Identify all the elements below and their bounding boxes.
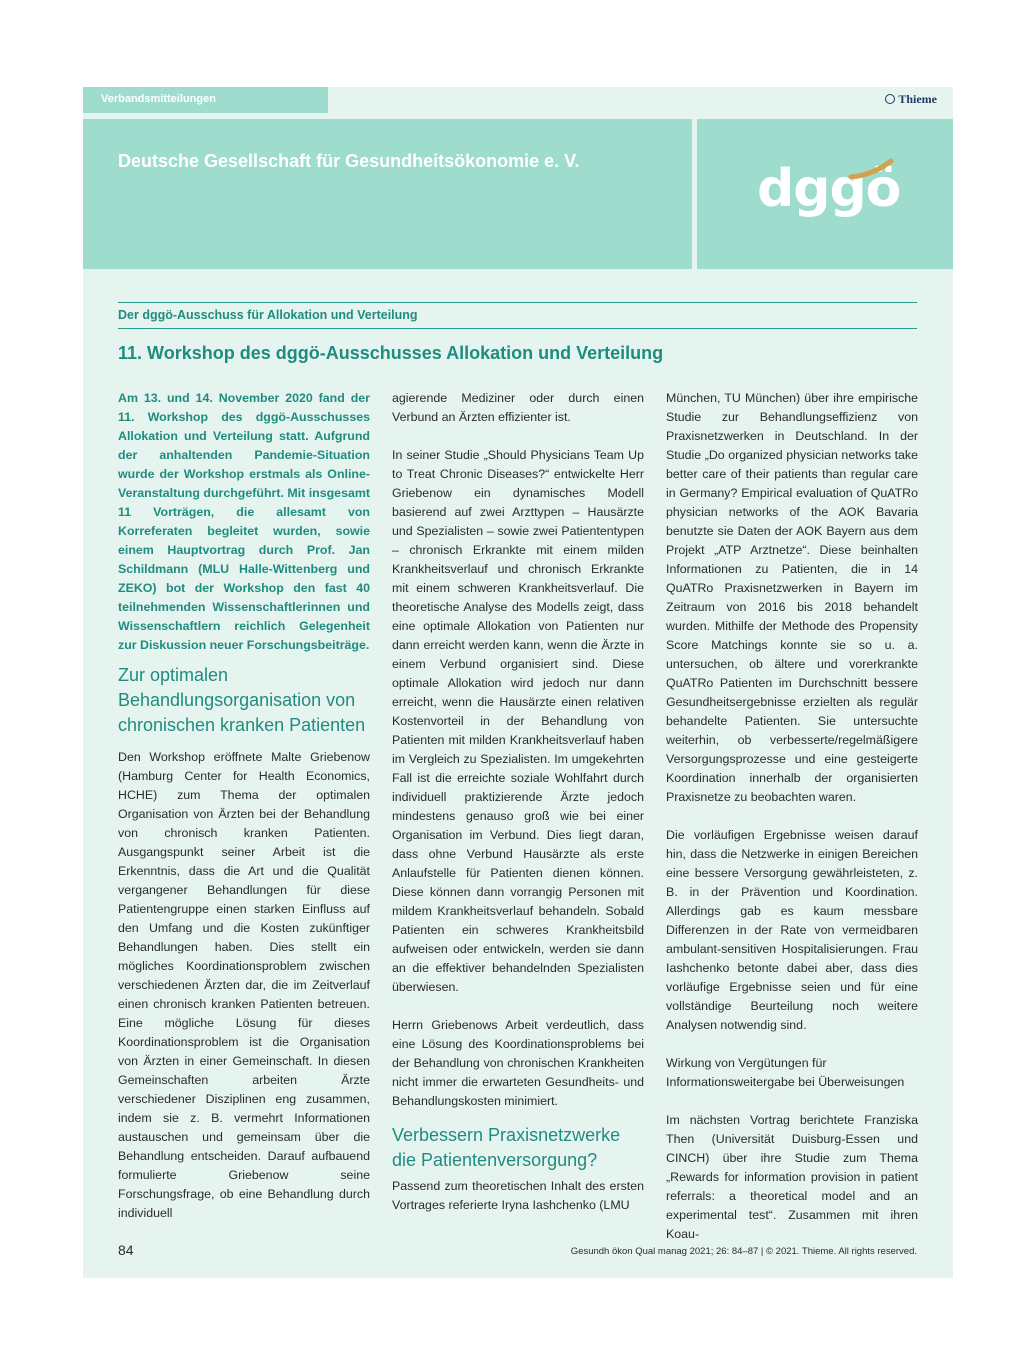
paragraph: München, TU München) über ihre empirische Studie zur Behandlungseffizienz von Praxisnetzwerken in Deutschland. In der Studie „Do organized physician networks take better care of their patients than regular care in Germany? Empirical evaluation of QuATRo physician networks of the AOK Bavaria benutzte sie Daten der AOK Bayern aus dem Projekt „ATP Arztnetze“. Diese beinhalten Informationen zu Patienten, die in 14 QuATRo Praxisnetzwerken in Bayern im Zeitraum von 2016 bis 2018 behandelt wurden. Mithilfe der Methode des Propensity Score Matchings konnte sie so u. a. untersuchen, ob ältere und vorerkrankte QuATRo Patienten im Durchschnitt bessere Gesundheitsergebnisse erzielten als regulär behandelte Patienten. Sie untersuchte weiterhin, ob verbesserte/regelmäßigere Versorgungsprozesse und eine gesteigerte Koordination innerhalb der organisierten Praxisnetze zu beobachten waren. xyxy=(666,391,918,804)
page xyxy=(83,87,953,1278)
citation: Gesundh ökon Qual manag 2021; 26: 84–87 | © 2021. Thieme. All rights reserved. xyxy=(570,1246,917,1257)
logo-swoosh-icon xyxy=(847,157,897,181)
column-1 xyxy=(118,389,370,1242)
page-number: 84 xyxy=(118,1242,134,1258)
subheading: Zur optimalen Behandlungsorganisation von chronischen kranken Patienten xyxy=(118,665,366,735)
paragraph: Herrn Griebenows Arbeit verdeutlich, dass eine Lösung des Koordinationsproblems bei der Behandlung von chronischen Krankheiten nicht immer die erwarteten Gesundheits- und Behandlungskosten minimiert. xyxy=(392,1018,644,1108)
subheading: Verbessern Praxisnetzwerke die Patientenversorgung? xyxy=(392,1125,621,1170)
paragraph: Im nächsten Vortrag berichtete Franziska Then (Universität Duisburg-Essen und CINCH) über ihre Studie zum Thema „Rewards for information provision in patient referrals: a theoretical model and an experimental test“. Zusammen mit ihren Koau- xyxy=(666,1113,918,1241)
divider-bottom xyxy=(118,328,917,329)
paragraph: Die vorläufigen Ergebnisse weisen darauf hin, dass die Netzwerke in einigen Bereichen eine bessere Versorgung gewährleisteten, z. B. in der Prävention und Koordination. Allerdings gab es kaum messbare Differenzen in der Rate von vermeidbaren ambulant-sensitiven Hospitalisierungen. Frau Iashchenko betonte dabei aber, dass dies vorläufige Ergebnisse seien und für eine vollständige Beurteilung noch weitere Analysen notwendig sind. xyxy=(666,828,918,1032)
paragraph: Den Workshop eröffnete Malte Griebenow (Hamburg Center for Health Economics, HCHE) zum Thema der optimalen Organisation von Ärzten bei der Behandlung von chronisch kranken Patienten. Ausgangspunkt seiner Arbeit ist die Erkenntnis, dass die Art und die Qualität vergangener Behandlungen für diese Patientengruppe einen starken Einfluss auf den Umfang und die Kosten zukünftiger Behandlungen haben. Dies stellt ein mögliches Koordinationsproblem zwischen verschiedenen Ärzten dar, die im Zeitverlauf einen chronisch kranken Patienten betreuen. Eine mögliche Lösung für dieses Koordinationsproblem ist die Organisation von Ärzten in einer Gemeinschaft. In diesen Gemeinschaften arbeiten Ärzte verschiedener Disziplinen eng zusammen, indem sie z. B. vermehrt Informationen austauschen und gemeinsam über die Behandlung entscheiden. Darauf aufbauend formulierte Griebenow seine Forschungsfrage, ob eine Behandlung durch individuell xyxy=(118,750,370,1220)
column-3 xyxy=(666,389,918,1263)
lead-paragraph: Am 13. und 14. November 2020 fand der 11. Workshop des dggö-Ausschusses Allokation und Verteilung statt. Aufgrund der anhaltenden Pandemie-Situation wurde der Workshop erstmals als Online-Veranstaltung durchgeführt. Mit insgesamt 11 Vorträgen, die allesamt von Korreferaten begleitet wurden, sowie einem Hauptvortrag durch Prof. Jan Schildmann (MLU Halle-Wittenberg und ZEKO) bot der Workshop den fast 40 teilnehmenden Wissenschaftlerinnen und Wissenschaftlern reichlich Gelegenheit zur Diskussion neuer Forschungsbeiträge. xyxy=(118,391,370,652)
divider-top xyxy=(118,302,917,303)
paragraph: In seiner Studie „Should Physicians Team Up to Treat Chronic Diseases?“ entwickelte Herr Griebenow ein dynamisches Modell basierend auf zwei Arzttypen – Hausärzte und Spezialisten – sowie zwei Patiententypen – chronisch Erkrankte mit einem milden Krankheitsverlauf und chronisch Erkrankte mit einem schweren Krankheitsverlauf. Die theoretische Analyse des Modells zeigt, dass eine optimale Allokation von Patienten nur dann erreicht werden kann, wenn die Ärzte in einem Verbund organisiert sind. Diese optimale Allokation wird jedoch nur dann erreicht, wenn die Hausärzte einen relativen Kostenvorteil in der Behandlung von Patienten mit milden Krankheitsverlauf haben im Vergleich zu Spezialisten. Im umgekehrten Fall ist die erreichte soziale Wohlfahrt durch individuell praktizierende Ärzte jedoch mindestens genauso groß wie bei einer Organisation im Verbund. Dies liegt daran, dass ohne Verbund Hausärzte als erste Anlaufstelle für Patienten dienen können. Diese können dann vorrangig Personen mit mildem Krankheitsverlauf behandeln. Sobald Patienten ein schweres Krankheitsbild aufweisen oder entwickeln, werden sie dann an die effektiver behandelnden Spezialisten überwiesen. xyxy=(392,448,644,994)
committee-label: Der dggö-Ausschuss für Allokation und Verteilung xyxy=(118,308,418,322)
paragraph: Passend zum theoretischen Inhalt des ersten Vortrages referierte Iryna Iashchenko (LMU xyxy=(392,1179,644,1212)
section-label: Verbandsmitteilungen xyxy=(101,93,216,105)
brand-label: Thieme xyxy=(898,92,937,106)
org-name: Deutsche Gesellschaft für Gesundheitsökonomie e. V. xyxy=(118,151,580,171)
paragraph: agierende Mediziner oder durch einen Verbund an Ärzten effizienter ist. xyxy=(392,391,644,424)
thieme-logo-icon xyxy=(885,94,895,104)
publisher-brand xyxy=(885,92,937,107)
logo-panel xyxy=(697,119,953,269)
section-tab xyxy=(83,87,328,113)
header-banner xyxy=(83,119,692,269)
dggo-logo: dggö xyxy=(757,159,901,219)
paragraph-subtopic: Wirkung von Vergütungen für Informationsweitergabe bei Überweisungen xyxy=(666,1056,905,1089)
column-2 xyxy=(392,389,644,1234)
article-title: 11. Workshop des dggö-Ausschusses Allokation und Verteilung xyxy=(118,343,664,363)
